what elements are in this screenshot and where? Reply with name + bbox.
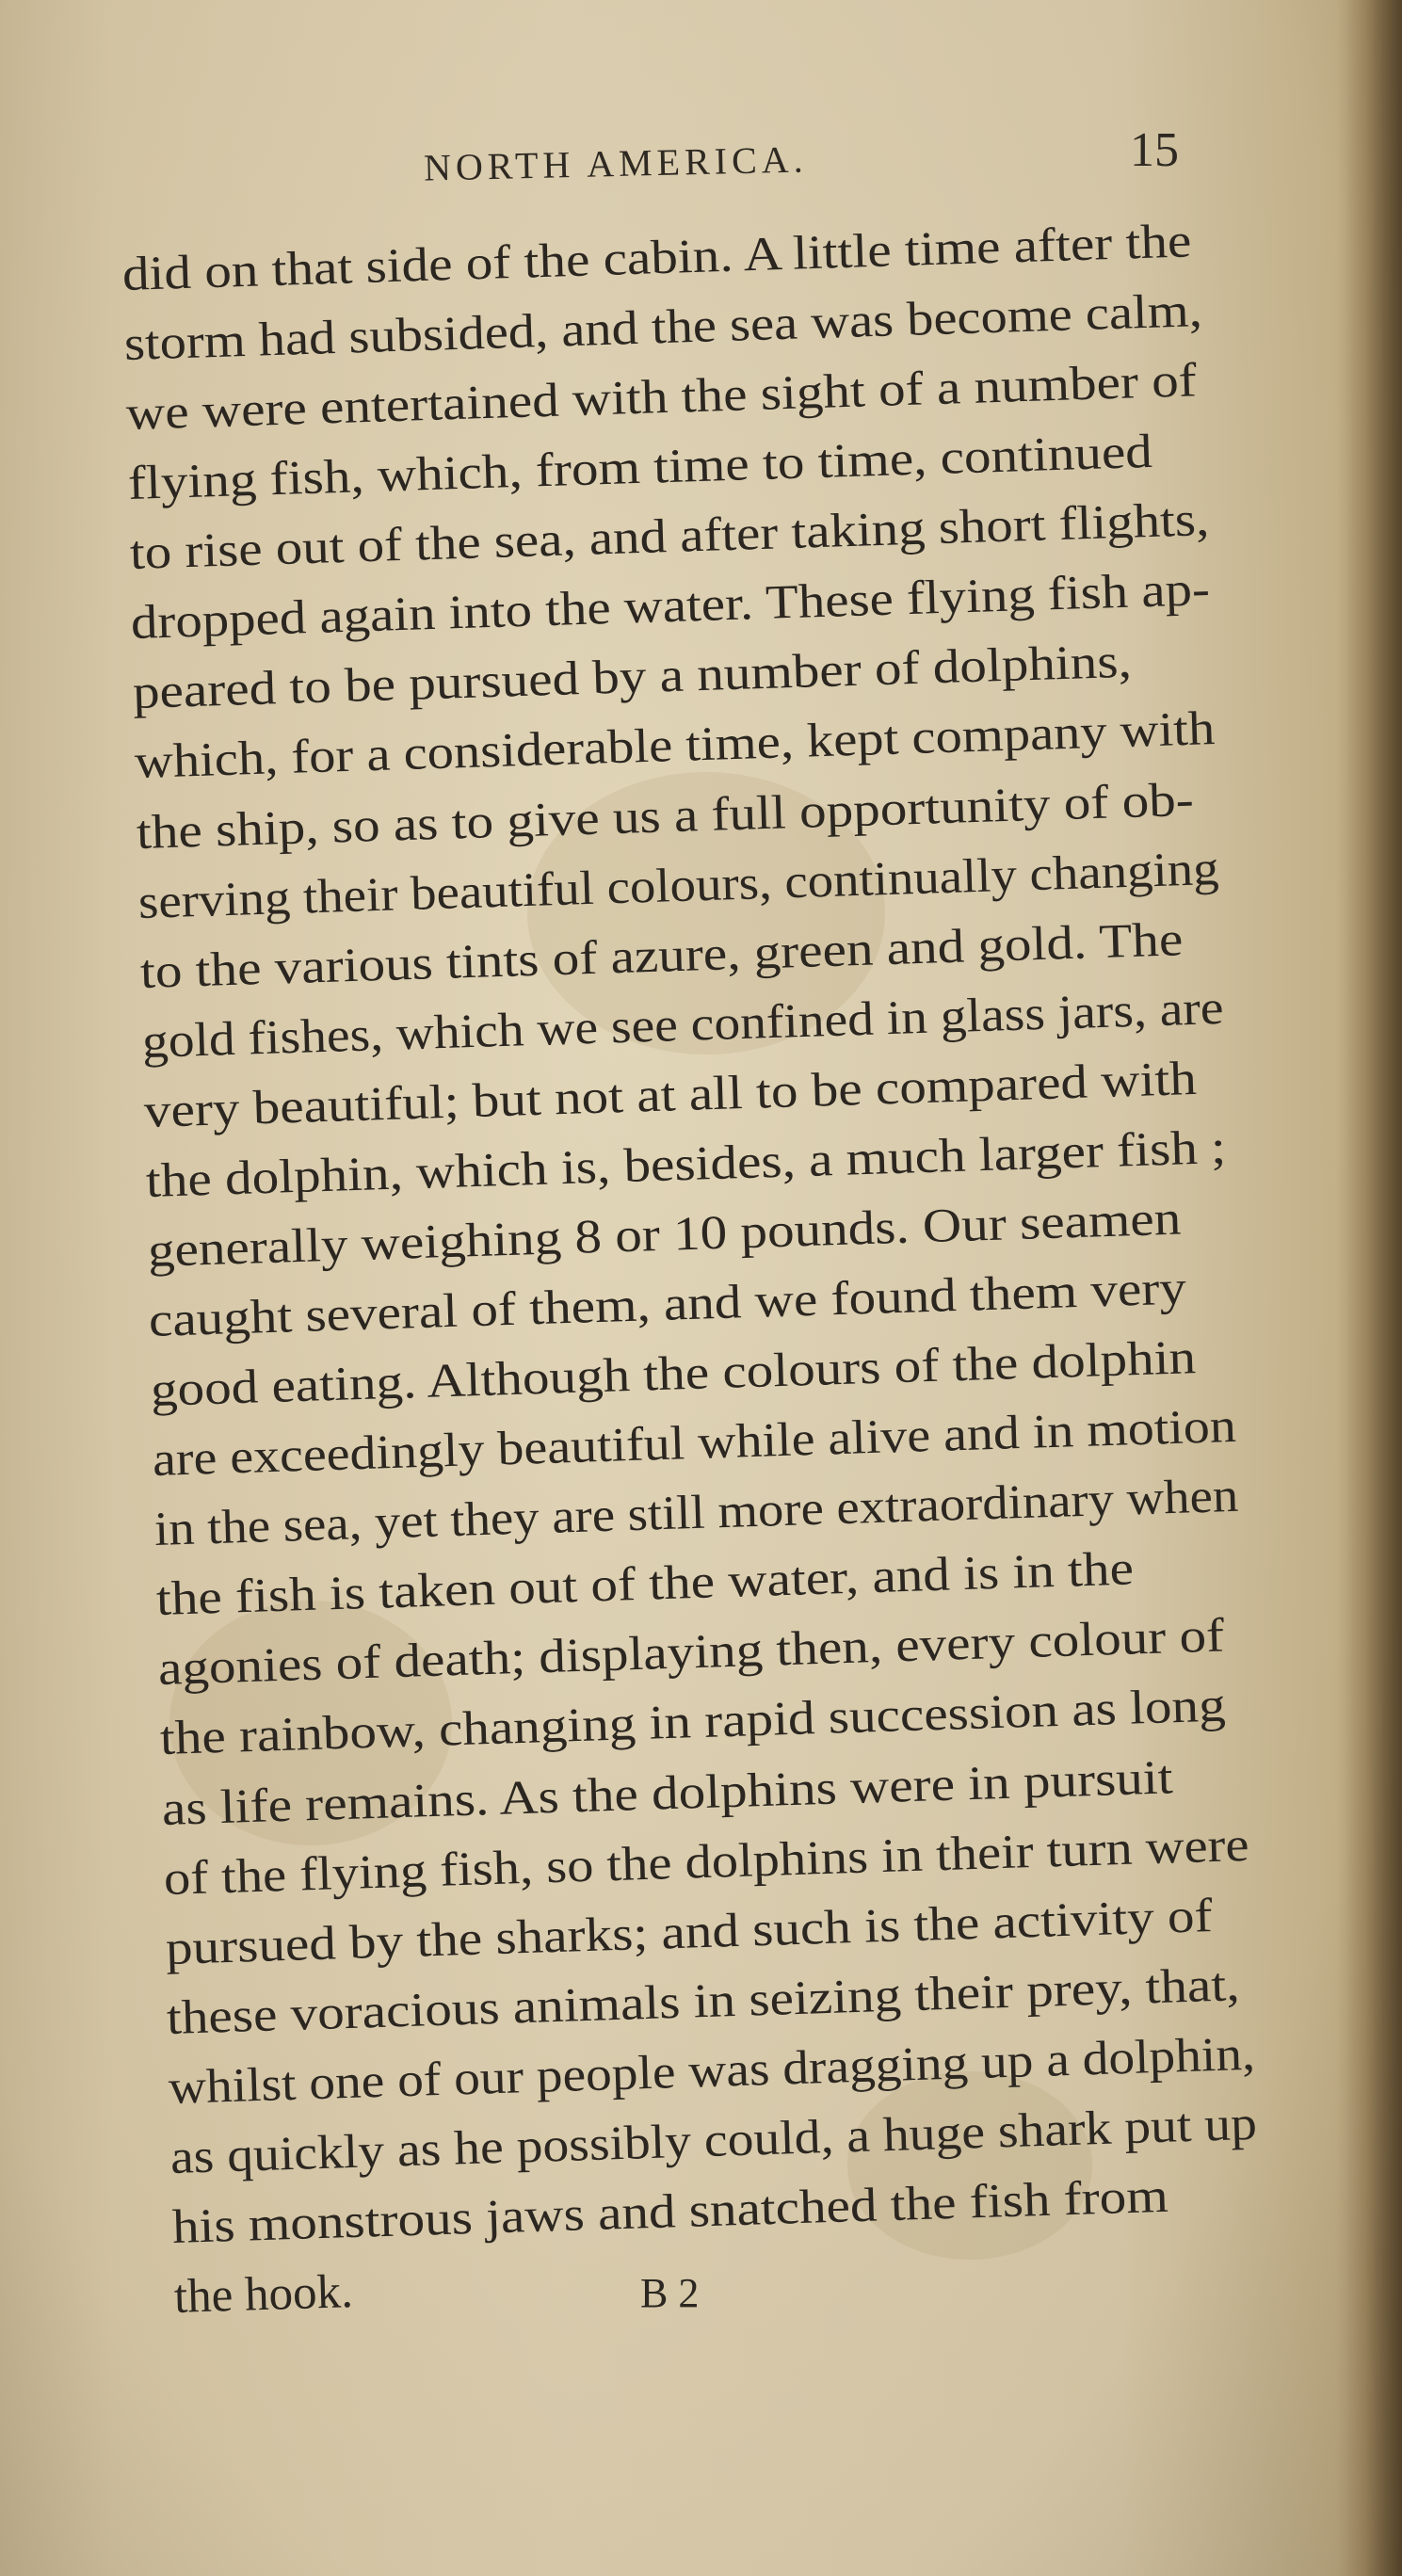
text-line: storm had subsided, and the sea was become calm,	[123, 284, 1203, 372]
running-head: NORTH AMERICA.	[423, 137, 809, 189]
text-line: these voracious animals in seizing their prey, that,	[166, 1957, 1241, 2045]
text-line: agonies of death; displaying then, every colour of	[157, 1609, 1225, 1697]
text-line: to the various tints of azure, green and gold. The	[139, 912, 1184, 999]
text-line: serving their beautiful colours, continually changing	[137, 842, 1220, 929]
text-line: flying fish, which, from time to time, continued	[126, 426, 1153, 511]
text-line: peared to be pursued by a number of dolphins,	[132, 636, 1133, 720]
signature-mark: B 2	[640, 2270, 700, 2316]
text-line: the rainbow, changing in rapid succession as long	[158, 1679, 1227, 1766]
text-line: are exceedingly beautiful while alive and in motion	[152, 1400, 1237, 1488]
text-line: to rise out of the sea, and after taking short flights,	[128, 493, 1210, 581]
text-line: good eating. Although the colours of the dolphin	[150, 1331, 1198, 1418]
text-line: we were entertained with the sight of a number of	[124, 354, 1198, 442]
text-line: caught several of them, and we found them very	[148, 1262, 1188, 1348]
text-line: gold fishes, which we see confined in glass jars, are	[140, 981, 1225, 1069]
text-line: which, for a considerable time, kept company with	[134, 702, 1217, 790]
page-number: 15	[1130, 123, 1179, 177]
text-line: of the flying fish, so the dolphins in their turn were	[162, 1818, 1249, 1906]
text-line: the hook.	[173, 2265, 354, 2324]
text-line: pursued by the sharks; and such is the activity of	[164, 1889, 1213, 1975]
text-line: did on that side of the cabin. A little time after the	[121, 215, 1193, 301]
text-line: in the sea, yet they are still more extraordinary when	[153, 1470, 1240, 1557]
text-line: the ship, so as to give us a full opportunity of ob-	[136, 773, 1195, 860]
text-line: as life remains. As the dolphins were in pursuit	[160, 1750, 1174, 1836]
text-line: as quickly as he possibly could, a huge shark put up	[169, 2097, 1258, 2184]
text-line: whilst one of our people was dragging up a dolphin,	[168, 2027, 1256, 2115]
text-line: the dolphin, which is, besides, a much larger fish ;	[144, 1120, 1227, 1208]
text-line: generally weighing 8 or 10 pounds. Our seamen	[146, 1192, 1182, 1278]
text-line: dropped again into the water. These flying fish ap-	[130, 563, 1212, 651]
text-line: the fish is taken out of the water, and is in the	[155, 1542, 1135, 1627]
text-line: very beautiful; but not at all to be compared with	[142, 1052, 1198, 1138]
text-line: his monstrous jaws and snatched the fish from	[171, 2169, 1169, 2254]
